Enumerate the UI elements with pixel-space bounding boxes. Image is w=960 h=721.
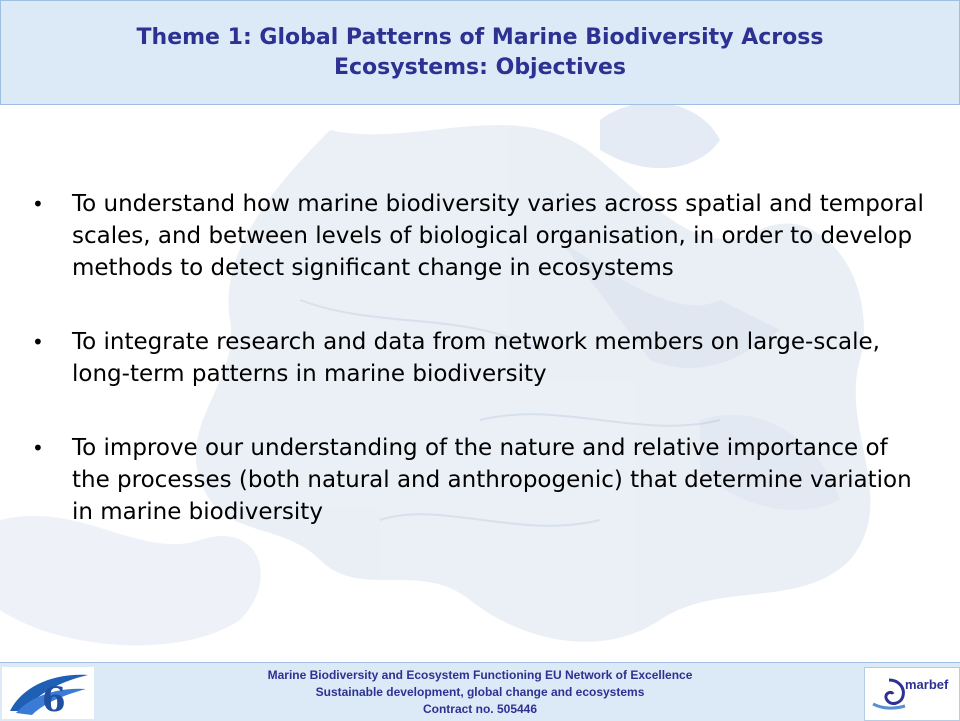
title-banner	[0, 0, 960, 105]
marbef-logo-icon	[869, 674, 909, 714]
bullet-item	[30, 188, 930, 284]
footer-line-network: Marine Biodiversity and Ecosystem Functioning EU Network of Excellence	[267, 668, 693, 682]
eu-fp6-logo-icon	[2, 667, 94, 719]
slide-title	[107, 23, 854, 83]
bullet-text: To integrate research and data from network members on large-scale, long-term patterns in marine biodiversity	[72, 329, 880, 387]
bullet-item	[30, 432, 930, 528]
bullet-marker: •	[32, 436, 44, 460]
footer-caption	[100, 667, 860, 718]
footer-line-programme: Sustainable development, global change and ecosystems	[315, 685, 645, 699]
bullet-marker: •	[32, 192, 44, 216]
marbef-wordmark: marbef	[905, 677, 949, 692]
footer-line-contract: Contract no. 505446	[422, 702, 538, 716]
slide-title-line-1: Theme 1: Global Patterns of Marine Biodiversity Across	[136, 24, 824, 50]
bullet-list	[30, 188, 930, 570]
bullet-text: To improve our understanding of the nature and relative importance of the processes (both natural and anthropogenic) that determine variation in marine biodiversity	[72, 435, 912, 525]
slide-title-line-2: Ecosystems: Objectives	[333, 54, 626, 80]
svg-text:6: 6	[42, 680, 66, 719]
bullet-text: To understand how marine biodiversity varies across spatial and temporal scales, and between levels of biological organisation, in order to develop methods to detect significant change in ecosystems	[72, 191, 924, 281]
bullet-marker: •	[32, 330, 44, 354]
marbef-logo	[864, 667, 960, 721]
bullet-item	[30, 326, 930, 390]
footer-bar	[0, 662, 960, 721]
